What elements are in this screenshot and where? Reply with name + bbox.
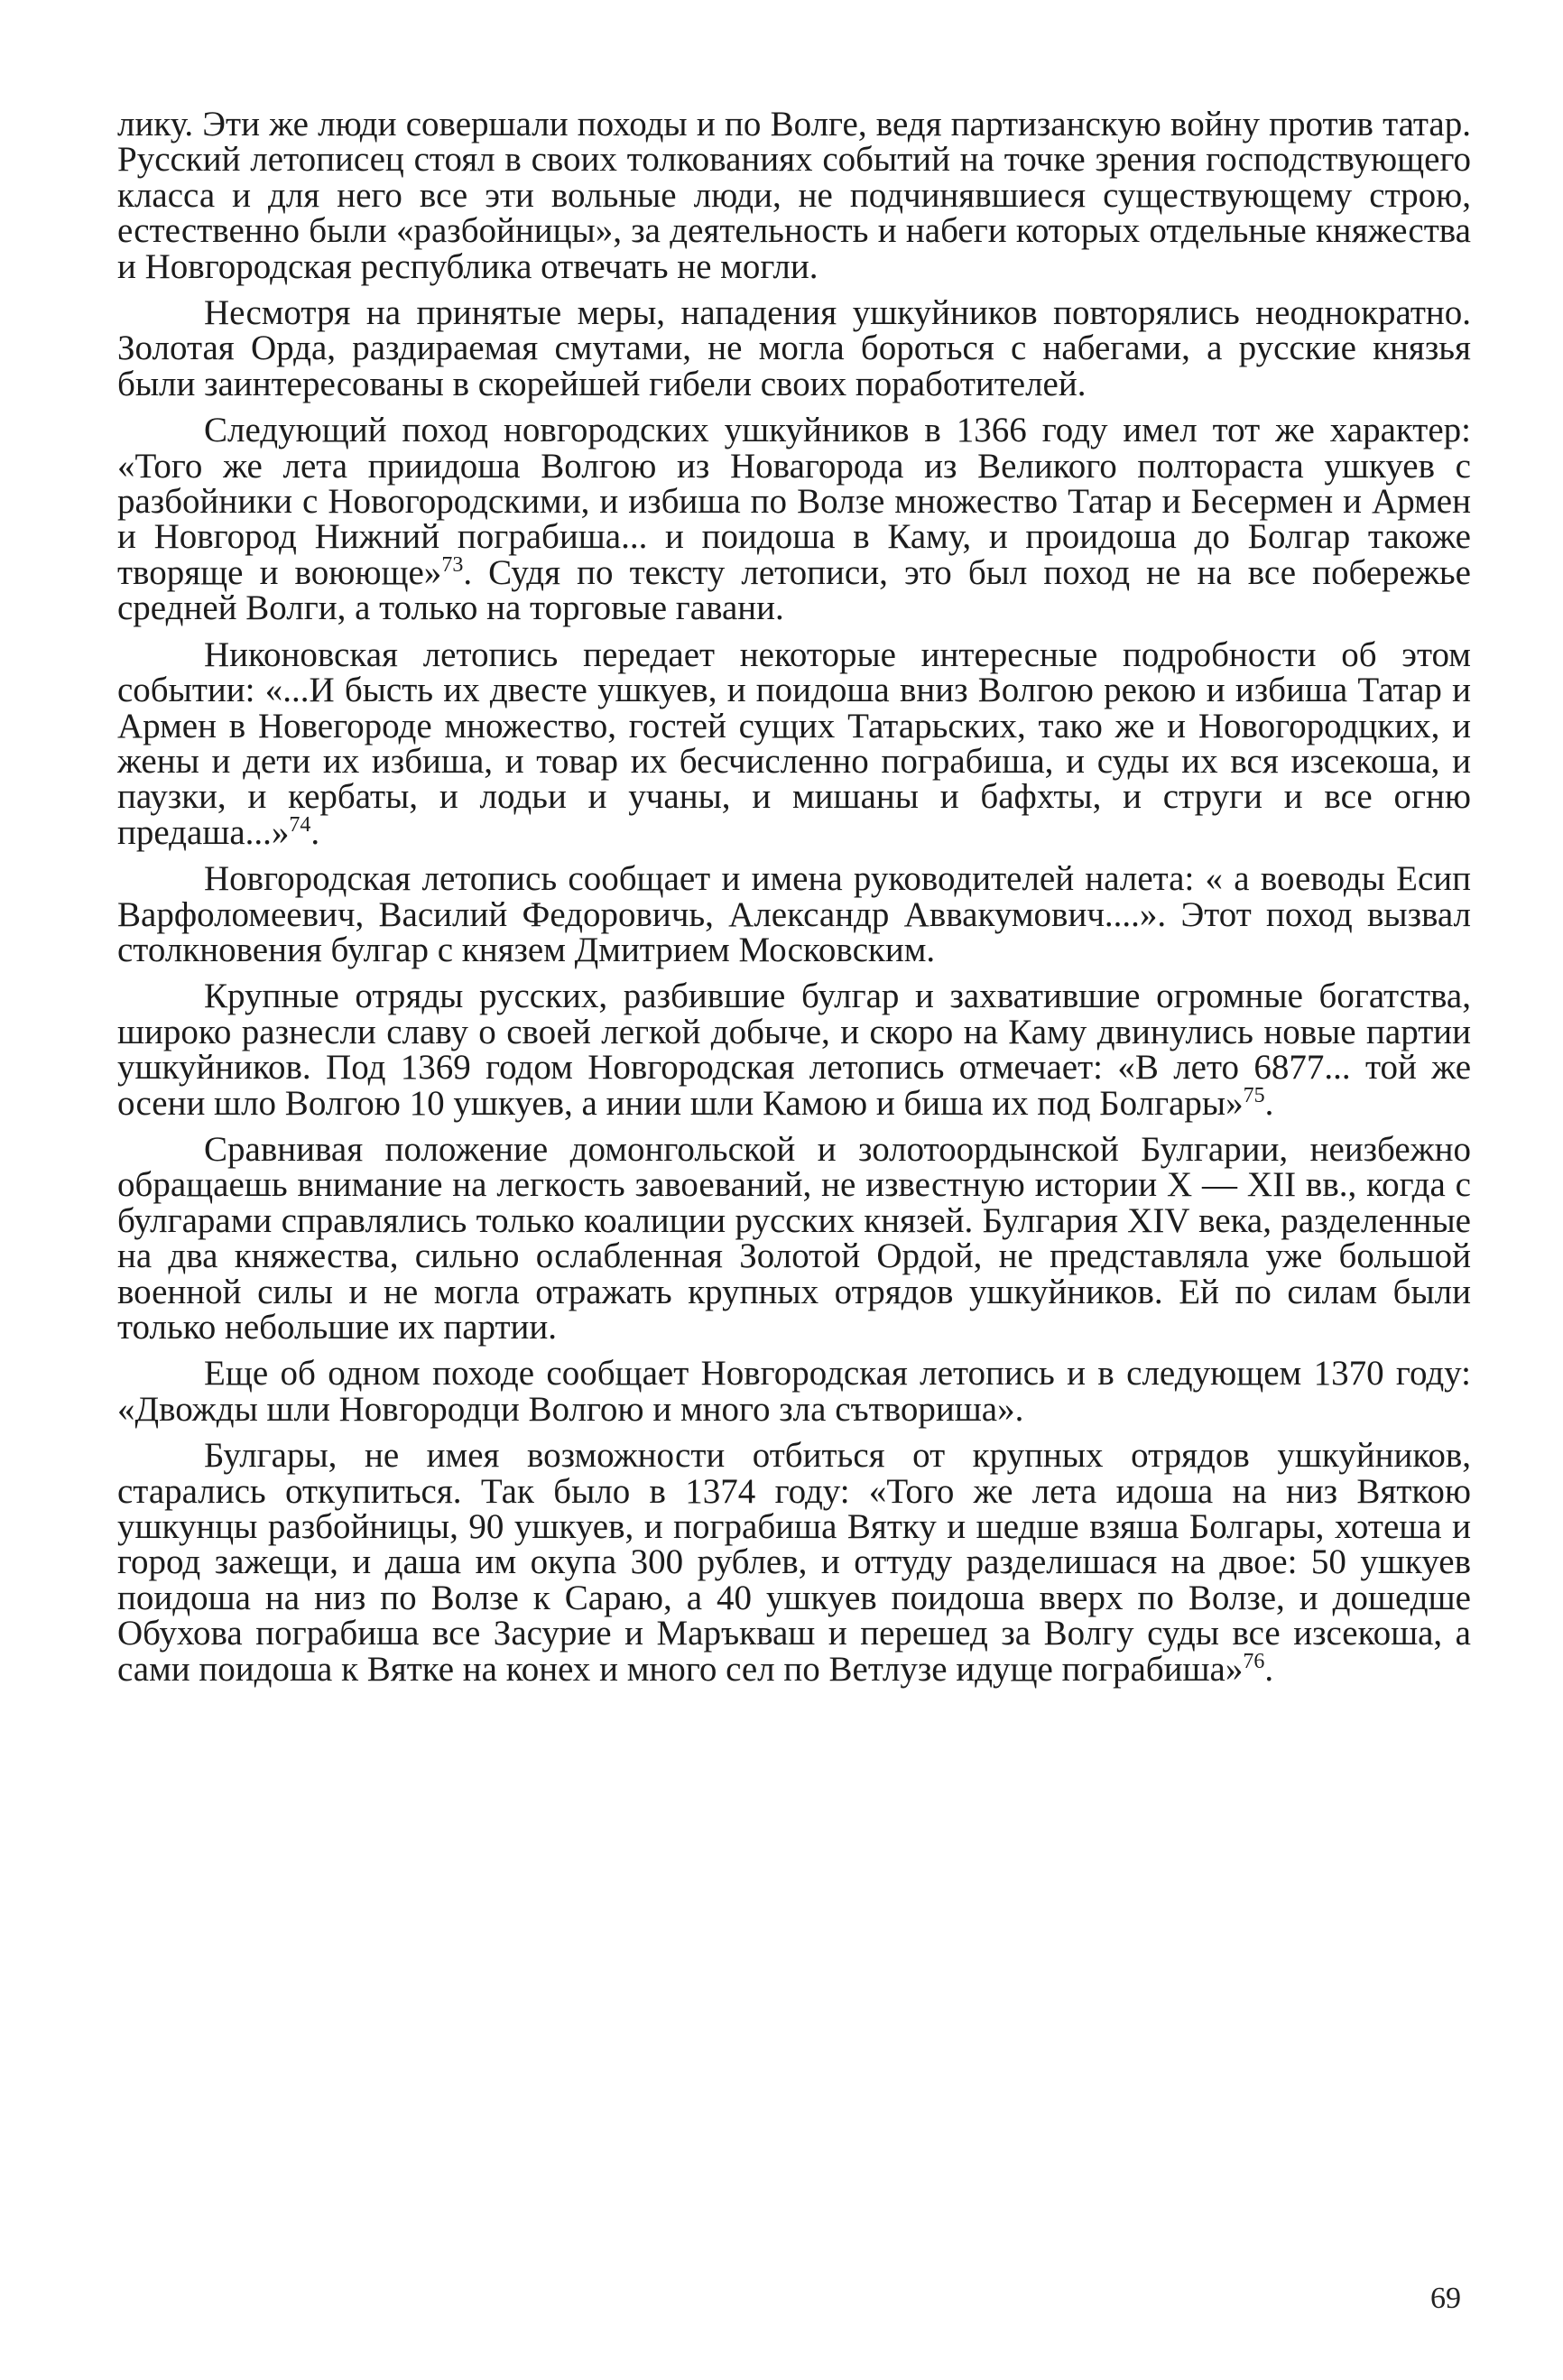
paragraph-text: лику. Эти же люди совершали походы и по Волге, ведя партизанскую войну против татар. Русский летописец стоял в своих толкованиях событий на точке зрения господствующего класса и для него все эти вольные люди, не подчинявшиеся существующему строю, естественно были «разбойницы», за деятельность и набеги которых отдельные княжества и Новгородская республика отвечать не могли. — [117, 105, 1471, 286]
paragraph-text: Крупные отряды русских, разбившие булгар и захватившие огромные богатства, широко разнесли славу о своей легкой добыче, и скоро на Каму двинулись новые партии ушкуйников. Под 1369 годом Новгородская летопись отмечает: «В лето 6877... той же осени шло Волгою 10 ушкуев, а инии шли Камою и биша их под Болгары» — [117, 977, 1471, 1123]
paragraph-tail: . — [1264, 1649, 1274, 1689]
paragraph-1 — [117, 106, 1471, 284]
paragraph-8 — [117, 1356, 1471, 1427]
paragraph-2 — [117, 295, 1471, 402]
paragraph-4 — [117, 634, 1471, 852]
book-page — [117, 106, 1471, 1687]
paragraph-text: Сравнивая положение домонгольской и золотоордынской Булгарии, неизбежно обращаешь внимание на легкость завоеваний, не известную истории X — XII вв., когда с булгарами справлялись только коалиции русских князей. Булгария XIV века, разделенные на два княжества, сильно ослабленная Золотой Ордой, не представляла уже большой военной силы и не могла отражать крупных отрядов ушкуйников. Ей по силам были только небольшие их партии. — [117, 1129, 1471, 1347]
paragraph-7 — [117, 1129, 1471, 1347]
paragraph-text: Булгары, не имея возможности отбиться от крупных отрядов ушкуйников, старались откупиться. Так было в 1374 году: «Того же лета идоша на низ Вяткою ушкунцы разбойницы, 90 ушкуев, и пограбиша Вятку и шедше взяша Болгары, хотеша и город зажещи, и даша им окупа 300 рублев, и оттуду разделишася на двое: 50 ушкуев поидоша на низ по Волзе к Сараю, а 40 ушкуев поидоша вверх по Волзе, и дошедше Обухова пограбиша все Засурие и Маръкваш и перешед за Волгу суды все изсекоша, а сами поидоша к Вятке на конех и много сел по Ветлузе идуще пограбиша» — [117, 1436, 1471, 1689]
paragraph-tail: . — [1264, 1083, 1274, 1123]
footnote-ref: 73 — [441, 552, 464, 577]
paragraph-5 — [117, 861, 1471, 968]
paragraph-3 — [117, 411, 1471, 628]
footnote-ref: 76 — [1243, 1649, 1265, 1673]
paragraph-text: Еще об одном походе сообщает Новгородская летопись и в следующем 1370 году: «Двожды шли Новгородци Волгою и много зла сътвориша». — [117, 1354, 1471, 1429]
paragraph-6 — [117, 978, 1471, 1121]
footnote-ref: 75 — [1243, 1083, 1265, 1107]
paragraph-text: Никоновская летопись передает некоторые интересные подробности об этом событии: «...И бысть их двесте ушкуев, и поидоша вниз Волгою рекою и избиша Татар и Армен в Новегороде множество, гостей сущих Татарьских, тако же и Новогородцких, и жены и дети их избиша, и товар их бесчисленно пограбиша, и суды их вся изсекоша, и паузки, и кербаты, и лодьи и учаны, и мишаны и бафхты, и струги и все огню предаша...» — [117, 634, 1471, 852]
paragraph-tail: . Судя по тексту летописи, это был поход не на все побережье средней Волги, а только на торговые гавани. — [117, 552, 1471, 628]
paragraph-text: Следующий поход новгородских ушкуйников в 1366 году имел тот же характер: «Того же лета приидоша Волгою из Новагорода из Великого полтораста ушкуев с разбойники с Новогородскими, и избиша по Волзе множество Татар и Бесермен и Армен и Новгород Нижний пограбиша... и поидоша в Каму, и проидоша до Болгар такоже творяще и воююще» — [117, 411, 1471, 592]
paragraph-tail: . — [310, 812, 320, 852]
paragraph-9 — [117, 1438, 1471, 1687]
paragraph-text: Новгородская летопись сообщает и имена руководителей налета: « а воеводы Есип Варфоломеевич, Василий Федоровичь, Александр Аввакумович....». Этот поход вызвал столкновения булгар с князем Дмитрием Московским. — [117, 859, 1471, 969]
paragraph-text: Несмотря на принятые меры, нападения ушкуйников повторялись неоднократно. Золотая Орда, раздираемая смутами, не могла бороться с набегами, а русские князья были заинтересованы в скорейшей гибели своих поработителей. — [117, 293, 1471, 403]
footnote-ref: 74 — [289, 812, 311, 837]
page-number: 69 — [1430, 2282, 1461, 2315]
